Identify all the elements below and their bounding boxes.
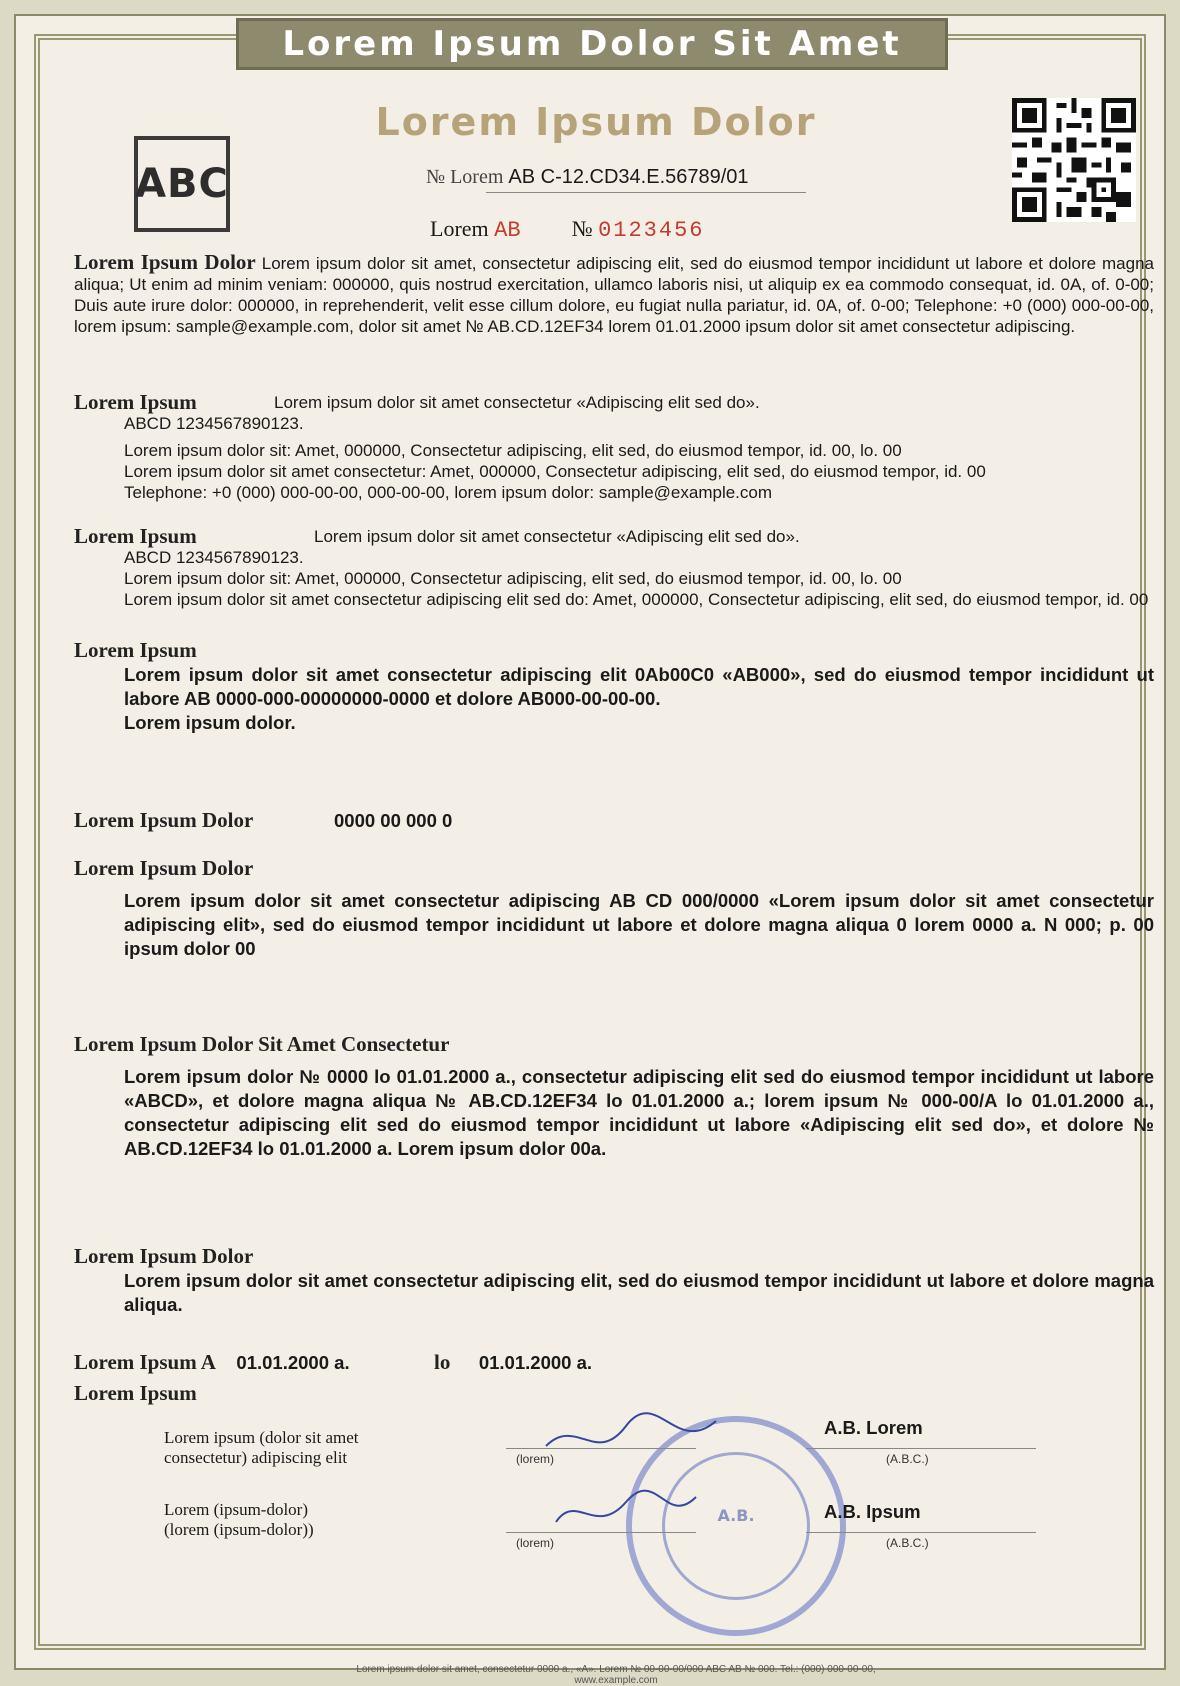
registration-number [426,166,749,189]
certificate-sheet [14,14,1166,1686]
code-section [74,808,1154,833]
product-section [74,638,1154,735]
manufacturer-name: Lorem ipsum dolor sit amet consectetur «Adipiscing elit sed do». [314,527,800,546]
series-label: Lorem [430,216,489,241]
manufacturer-ogrn: ABCD 1234567890123. [124,548,304,567]
product-heading: Lorem Ipsum [74,638,197,662]
qr-code-icon [1012,98,1136,222]
reg-value: AB C-12.CD34.E.56789/01 [508,166,749,188]
eac-logo: ABC [134,136,230,232]
expert-signature-mark [546,1482,706,1542]
basis-heading: Lorem Ipsum Dolor Sit Amet Consectetur [74,1032,450,1056]
expert-signature-label: Lorem (ipsum-dolor) (lorem (ipsum-dolor)) [164,1500,314,1539]
basis-section [74,1032,1154,1161]
manufacturer-heading: Lorem Ipsum [74,524,197,548]
manufacturer-section [74,526,1154,610]
expert-signature-caption: (lorem) [516,1536,554,1550]
additional-text: Lorem ipsum dolor sit amet consectetur adipiscing elit, sed do eiusmod tempor incididunt ut labore et dolore magna aliqua. [124,1270,1154,1315]
head-signature-label: Lorem ipsum (dolor sit amet consectetur) adipiscing elit [164,1428,359,1467]
requirements-text: Lorem ipsum dolor sit amet consectetur adipiscing AB CD 000/0000 «Lorem ipsum dolor sit amet consectetur adipiscing elit», sed do eiusmod tempor incididunt ut labore et dolore magna aliqua 0 lorem 0000 a. N 000; p. 00 ipsum dolor 00 [124,890,1154,959]
head-signature-caption: (lorem) [516,1452,554,1466]
applicant-activity-address: Lorem ipsum dolor sit amet consectetur: Amet, 000000, Consectetur adipiscing, elit sed, do eiusmod tempor, id. 00 [124,462,986,481]
certificate-title: Lorem Ipsum Dolor [375,100,817,144]
head-fio-caption: (A.B.C.) [886,1452,929,1466]
manufacturer-address: Lorem ipsum dolor sit: Amet, 000000, Consectetur adipiscing, elit sed, do eiusmod tempor, id. 00, lo. 00 [124,569,902,588]
validity-from: 01.01.2000 a. [236,1352,350,1373]
validity-label: Lorem Ipsum A [74,1350,216,1374]
stamp-center-text: A.B. [717,1506,755,1525]
requirements-section [74,856,1154,961]
product-serial: Lorem ipsum dolor. [124,712,296,733]
manufacturer-production-address: Lorem ipsum dolor sit amet consectetur adipiscing elit sed do: Amet, 000000, Consectetur adipiscing, elit sed, do eiusmod tempor, id. 00 [124,590,1149,609]
head-name: A.B. Lorem [824,1417,923,1438]
applicant-ogrn: ABCD 1234567890123. [124,414,304,433]
reg-prefix: № Lorem [426,166,504,188]
applicant-name: Lorem ipsum dolor sit amet consectetur «Adipiscing elit sed do». [274,393,760,412]
body-text: Lorem ipsum dolor sit amet, consectetur adipiscing elit, sed do eiusmod tempor incididunt ut labore et dolore magna aliqua; Ut enim ad minim veniam: 000000, quis nostrud exercitation, ullamco laboris nisi, ut aliquip ex ea commodo consequat, id. 0A, of. 0-00; Duis aute irure dolor: 000000, in reprehenderit, velit esse cillum dolore, eu fugiat nulla pariatur, id. 0A, of. 0-00; Telephone: +0 (000) 000-00-00, lorem ipsum: sample@example.com, dolor sit amet № AB.CD.12EF34 lorem 01.01.2000 ipsum dolor sit amet consectetur adipiscing. [74,254,1155,336]
code-heading: Lorem Ipsum Dolor [74,808,254,832]
expert-fio-caption: (A.B.C.) [886,1536,929,1550]
requirements-heading: Lorem Ipsum Dolor [74,856,254,880]
printer-footer: Lorem ipsum dolor sit amet, consectetur 0000 a., «A». Lorem № 00-00-00/000 ABC AB № 000. Tel.: (000) 000-00-00, www.example.com [356,1664,876,1686]
number-label: № [571,216,593,241]
body-section [74,252,1154,337]
series-line [430,216,704,243]
product-text: Lorem ipsum dolor sit amet consectetur adipiscing elit 0Ab00C0 «AB000», sed do eiusmod tempor incididunt ut labore AB 0000-000-00000000-0000 et dolore AB000-00-00-00. [124,664,1154,709]
applicant-section [74,392,1154,503]
union-banner: Lorem Ipsum Dolor Sit Amet [236,18,948,70]
basis-text: Lorem ipsum dolor № 0000 lo 01.01.2000 a., consectetur adipiscing elit sed do eiusmod tempor incididunt ut labore «ABCD», et dolore magna aliqua № AB.CD.12EF34 lo 01.01.2000 a.; lorem ipsum № 000-00/A lo 01.01.2000 a., consectetur adipiscing elit sed do eiusmod tempor incididunt ut labore «Adipiscing elit sed do», et dolore № AB.CD.12EF34 lo 01.01.2000 a. Lorem ipsum dolor 00a. [124,1066,1154,1159]
additional-section [74,1244,1154,1317]
applicant-address: Lorem ipsum dolor sit: Amet, 000000, Consectetur adipiscing, elit sed, do eiusmod tempor, id. 00, lo. 00 [124,441,902,460]
form-number: 0123456 [598,218,705,243]
expert-name: A.B. Ipsum [824,1501,921,1522]
validity-to-label: lo [434,1350,451,1374]
validity-to: 01.01.2000 a. [478,1352,593,1373]
code-value: 0000 00 000 0 [334,810,453,831]
applicant-contact: Telephone: +0 (000) 000-00-00, 000-00-00, lorem ipsum dolor: sample@example.com [124,483,773,502]
validity-inclusive: Lorem Ipsum [74,1381,197,1405]
applicant-heading: Lorem Ipsum [74,390,197,414]
head-signature-mark [536,1396,736,1476]
body-heading: Lorem Ipsum Dolor [74,250,256,274]
additional-heading: Lorem Ipsum Dolor [74,1244,254,1268]
series-value: AB [494,218,521,243]
